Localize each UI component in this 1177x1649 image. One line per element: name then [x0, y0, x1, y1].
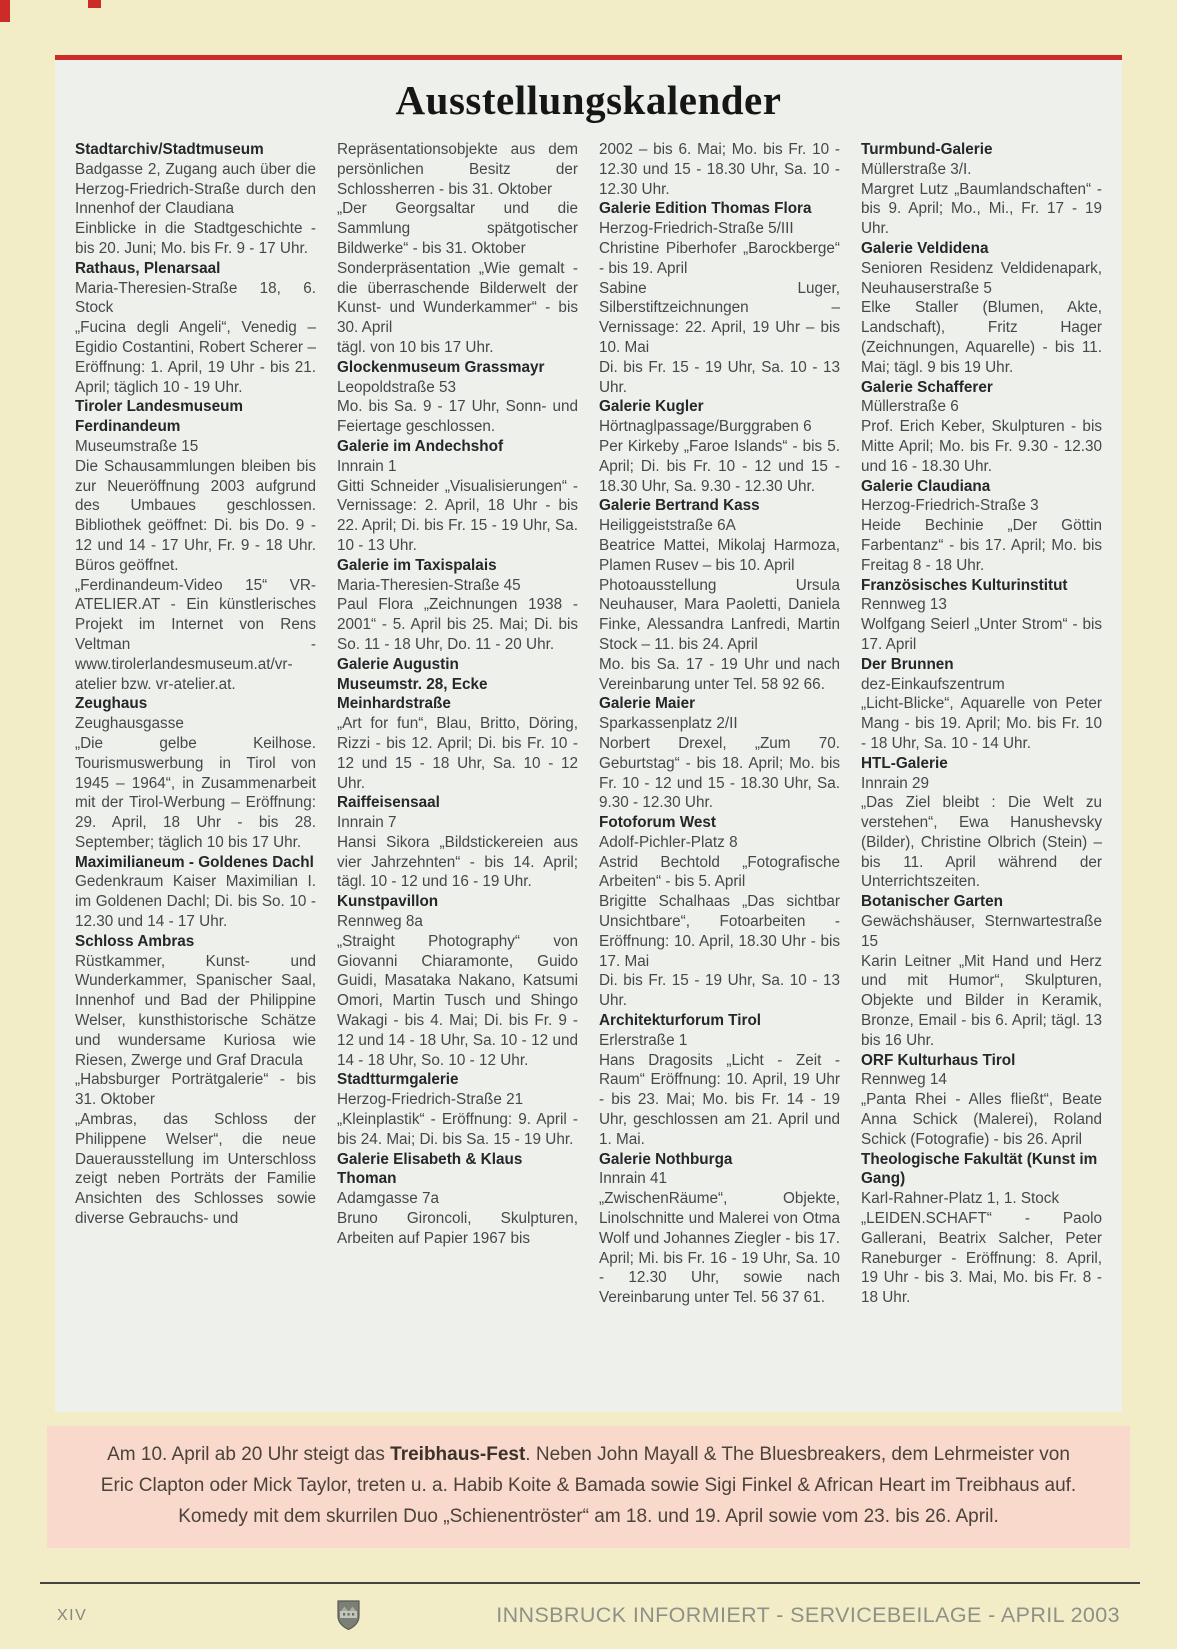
calendar-column-1	[75, 140, 316, 1378]
exhibition-detail-text: Sparkassenplatz 2/II	[599, 715, 738, 733]
exhibition-venue-heading: Theologische Fakultät (Kunst im Gang)	[861, 1150, 1098, 1188]
innsbruck-crest-icon	[337, 1600, 360, 1631]
exhibition-detail-text: Heide Bechinie „Der Göttin Farbentanz“ - bis 17. April; Mo. bis Freitag 8 - 18 Uhr.	[861, 517, 1102, 574]
exhibition-venue-heading: Galerie Schafferer	[861, 378, 993, 396]
exhibition-detail-text: „Der Georgsaltar und die Sammlung spätgotischer Bildwerke“ - bis 31. Oktober	[337, 200, 578, 257]
notice-paragraph	[93, 1440, 1084, 1532]
exhibition-detail-text: Per Kirkeby „Faroe Islands“ - bis 5. April; Di. bis Fr. 10 - 12 und 15 - 18.30 Uhr, Sa. 9.30 - 12.30 Uhr.	[599, 437, 840, 495]
exhibition-venue-heading: Kunstpavillon	[337, 893, 439, 911]
exhibition-venue-heading: Maximilianeum - Goldenes Dachl	[75, 853, 314, 871]
exhibition-detail-text: Leopoldstraße 53	[337, 378, 457, 396]
exhibition-detail-text: „Licht-Blicke“, Aquarelle von Peter Mang - bis 19. April; Mo. bis Fr. 10 - 18 Uhr, Sa. 10 - 14 Uhr.	[861, 695, 1102, 752]
print-registration-mark	[0, 0, 10, 22]
exhibition-detail-text: Rennweg 14	[861, 1071, 947, 1089]
exhibition-detail-text: Di. bis Fr. 15 - 19 Uhr, Sa. 10 - 13 Uhr.	[599, 972, 840, 1010]
exhibition-venue-heading: Fotoforum West	[599, 814, 716, 832]
exhibition-detail-text: Herzog-Friedrich-Straße 5/III	[599, 220, 794, 238]
exhibition-detail-text: Einblicke in die Stadtgeschichte - bis 20. Juni; Mo. bis Fr. 9 - 17 Uhr.	[75, 220, 316, 257]
exhibition-detail-text: Bruno Gironcoli, Skulpturen, Arbeiten auf Papier 1967 bis	[337, 1210, 578, 1247]
exhibition-venue-heading: Galerie Augustin	[337, 655, 459, 673]
exhibition-detail-text: „Kleinplastik“ - Eröffnung: 9. April - bis 24. Mai; Di. bis Sa. 15 - 19 Uhr.	[337, 1111, 578, 1148]
exhibition-detail-text: Zeughausgasse	[75, 715, 184, 733]
exhibition-detail-text: Hansi Sikora „Bildstickereien aus vier Jahrzehnten“ - bis 14. April; tägl. 10 - 12 und 16 - 19 Uhr.	[337, 833, 578, 891]
exhibition-detail-text: dez-Einkaufszentrum	[861, 675, 1005, 693]
exhibition-venue-heading: Galerie im Andechshof	[337, 437, 504, 455]
exhibition-detail-text: Mo. bis Sa. 9 - 17 Uhr, Sonn- und Feiertage geschlossen.	[337, 398, 578, 436]
exhibition-detail-text: Badgasse 2, Zugang auch über die Herzog-Friedrich-Straße durch den Innenhof der Claudiana	[75, 160, 316, 218]
exhibition-detail-text: „Fucina degli Angeli“, Venedig – Egidio Costantini, Robert Scherer – Eröffnung: 1. April, 19 Uhr - bis 21. April; täglich 10 - 19 Uhr.	[75, 319, 316, 396]
exhibition-detail-text: Sabine Luger, Silberstiftzeichnungen – Vernissage: 22. April, 19 Uhr – bis 10. Mai	[599, 279, 840, 356]
exhibition-calendar-panel	[55, 55, 1122, 1412]
exhibition-venue-heading: Stadtturmgalerie	[337, 1071, 459, 1089]
exhibition-detail-text: Die Schausammlungen bleiben bis zur Neueröffnung 2003 aufgrund des Umbaues geschlossen. Bibliothek geöffnet: Di. bis Do. 9 - 12 und 14 - 17 Uhr, Fr. 9 - 18 Uhr. Büros geöffnet.	[75, 457, 316, 574]
exhibition-detail-text: Hans Dragosits „Licht - Zeit - Raum“ Eröffnung: 10. April, 19 Uhr - bis 23. Mai; Mo. bis Fr. 14 - 19 Uhr, geschlossen am 21. April und 1. Mai.	[599, 1051, 840, 1148]
exhibition-detail-text: Prof. Erich Keber, Skulpturen - bis Mitte April; Mo. bis Fr. 9.30 - 12.30 und 16 - 18.30 Uhr.	[861, 418, 1102, 475]
exhibition-detail-text: „ZwischenRäume“, Objekte, Linolschnitte und Malerei von Otma Wolf und Johannes Ziegler - bis 17. April; Mi. bis Fr. 16 - 19 Uhr, Sa. 10 - 12.30 Uhr, sowie nach Vereinbarung unter Tel. 56 37 61.	[599, 1190, 840, 1307]
exhibition-detail-text: Mo. bis Sa. 17 - 19 Uhr und nach Vereinbarung unter Tel. 58 92 66.	[599, 655, 840, 693]
notice-text-pre: Am 10. April ab 20 Uhr steigt das	[107, 1444, 391, 1465]
exhibition-venue-heading: HTL-Galerie	[861, 754, 948, 772]
exhibition-detail-text: Müllerstraße 3/I.	[861, 160, 972, 178]
calendar-columns	[75, 140, 1102, 1378]
publication-title: INNSBRUCK INFORMIERT - SERVICEBEILAGE - APRIL 2003	[496, 1603, 1120, 1628]
exhibition-detail-text: Karin Leitner „Mit Hand und Herz und mit Humor“, Skulpturen, Objekte und Bilder in Keramik, Bronze, Email - bis 6. April; tägl. 13 bis 16 Uhr.	[861, 952, 1102, 1049]
exhibition-detail-text: Herzog-Friedrich-Straße 21	[337, 1091, 524, 1109]
treibhaus-fest-notice	[47, 1426, 1130, 1548]
exhibition-venue-heading: Botanischer Garten	[861, 893, 1003, 911]
calendar-column-4	[861, 140, 1102, 1378]
page-number: XIV	[57, 1606, 88, 1624]
exhibition-venue-heading: Der Brunnen	[861, 655, 954, 673]
exhibition-detail-text: Müllerstraße 6	[861, 398, 959, 416]
exhibition-detail-text: „Die gelbe Keilhose. Tourismuswerbung in Tirol von 1945 – 1964“, in Zusammenarbeit mit der Tirol-Werbung – Eröffnung: 29. April, 18 Uhr - bis 28. September; täglich 10 bis 17 Uhr.	[75, 734, 316, 851]
exhibition-detail-text: Sonderpräsentation „Wie gemalt - die überraschende Bilderwelt der Kunst- und Wunderkammer“ - bis 30. April	[337, 259, 578, 337]
exhibition-detail-text: „Straight Photography“ von Giovanni Chiaramonte, Guido Guidi, Masataka Nakano, Katsumi Omori, Martin Tusch und Shingo Wakagi - bis 4. Mai; Di. bis Fr. 9 - 12 und 14 - 18 Uhr, Sa. 10 - 12 und 14 - 18 Uhr, So. 10 - 12 Uhr.	[337, 932, 578, 1069]
exhibition-venue-heading: Galerie Maier	[599, 695, 696, 713]
page-footer	[0, 1582, 1177, 1631]
exhibition-venue-heading: Galerie Claudiana	[861, 477, 991, 495]
exhibition-detail-text: Repräsentationsobjekte aus dem persönlichen Besitz der Schlossherren - bis 31. Oktober	[337, 141, 578, 198]
exhibition-detail-text: Beatrice Mattei, Mikolaj Harmoza, Plamen Rusev – bis 10. April	[599, 536, 840, 574]
calendar-column-3	[599, 140, 840, 1378]
exhibition-venue-heading: Stadtarchiv/Stadtmuseum	[75, 141, 264, 158]
exhibition-detail-text: Christine Piberhofer „Barockberge“ - bis 19. April	[599, 239, 840, 277]
exhibition-detail-text: Gitti Schneider „Visualisierungen“ - Vernissage: 2. April, 18 Uhr - bis 22. April; Di. bis Fr. 15 - 19 Uhr, Sa. 10 - 13 Uhr.	[337, 477, 578, 554]
calendar-column-2	[337, 140, 578, 1378]
exhibition-detail-text: „Art for fun“, Blau, Britto, Döring, Rizzi - bis 12. April; Di. bis Fr. 10 - 12 und 15 - 18 Uhr, Sa. 10 - 12 Uhr.	[337, 715, 578, 792]
exhibition-detail-text: Rennweg 8a	[337, 913, 423, 931]
exhibition-detail-text: „Das Ziel bleibt : Die Welt zu verstehen“, Ewa Hanushevsky (Bilder), Christine Olbrich (Stein) – bis 11. April während der Unterrichtszeiten.	[861, 794, 1102, 891]
exhibition-detail-text: Gewächshäuser, Sternwartestraße 15	[861, 913, 1102, 950]
exhibition-detail-text: Heiliggeiststraße 6A	[599, 517, 736, 535]
exhibition-detail-text: Elke Staller (Blumen, Akte, Landschaft), Fritz Hager (Zeichnungen, Aquarelle) - bis 11. Mai; tägl. 9 bis 19 Uhr.	[861, 299, 1102, 376]
exhibition-venue-heading: Architekturforum Tirol	[599, 1012, 762, 1030]
exhibition-detail-text: Rüstkammer, Kunst- und Wunderkammer, Spanischer Saal, Innenhof und Bad der Philippine Welser, kunsthistorische Schätze und wundersame Kuriosa wie Riesen, Zwerge und Graf Dracula	[75, 952, 316, 1069]
exhibition-detail-text: Paul Flora „Zeichnungen 1938 - 2001“ - 5. April bis 25. Mai; Di. bis So. 11 - 18 Uhr, Do. 11 - 20 Uhr.	[337, 596, 578, 653]
exhibition-venue-heading: Rathaus, Plenarsaal	[75, 259, 221, 277]
exhibition-detail-text: Innrain 7	[337, 814, 397, 832]
page-title: Ausstellungskalender	[395, 77, 782, 123]
exhibition-venue-heading: Französisches Kulturinstitut	[861, 576, 1068, 594]
exhibition-detail-text: Innrain 29	[861, 774, 930, 792]
exhibition-venue-heading: Galerie Kugler	[599, 398, 704, 416]
exhibition-detail-text: „Habsburger Porträtgalerie“ - bis 31. Oktober	[75, 1071, 316, 1109]
exhibition-detail-text: Brigitte Schalhaas „Das sichtbar Unsichtbare“, Fotoarbeiten - Eröffnung: 10. April, 18.30 Uhr - bis 17. Mai	[599, 893, 840, 970]
exhibition-detail-text: Innrain 41	[599, 1170, 668, 1188]
print-registration-mark	[88, 0, 101, 8]
exhibition-detail-text: tägl. von 10 bis 17 Uhr.	[337, 338, 494, 356]
exhibition-venue-heading: Schloss Ambras	[75, 932, 195, 950]
notice-highlight: Treibhaus-Fest	[390, 1444, 526, 1465]
exhibition-detail-text: Photoausstellung Ursula Neuhauser, Mara Paoletti, Daniela Finke, Alessandra Lanfredi, Martin Stock – 11. bis 24. April	[599, 576, 840, 653]
exhibition-venue-heading: Turmbund-Galerie	[861, 141, 993, 158]
exhibition-venue-heading: Raiffeisensaal	[337, 794, 440, 812]
exhibition-detail-text: Karl-Rahner-Platz 1, 1. Stock	[861, 1190, 1060, 1208]
exhibition-detail-text: Innrain 1	[337, 457, 397, 475]
exhibition-detail-text: Herzog-Friedrich-Straße 3	[861, 497, 1039, 515]
footer-row	[0, 1584, 1177, 1631]
exhibition-venue-heading: Galerie Elisabeth & Klaus Thoman	[337, 1150, 523, 1188]
exhibition-detail-text: Erlerstraße 1	[599, 1031, 688, 1049]
exhibition-venue-heading: Museumstr. 28, Ecke Meinhardstraße	[337, 675, 488, 713]
exhibition-detail-text: Adolf-Pichler-Platz 8	[599, 833, 738, 851]
exhibition-detail-text: Senioren Residenz Veldidenapark, Neuhauserstraße 5	[861, 259, 1102, 297]
exhibition-venue-heading: Galerie im Taxispalais	[337, 556, 497, 574]
exhibition-detail-text: Astrid Bechtold „Fotografische Arbeiten“ - bis 5. April	[599, 853, 840, 891]
exhibition-detail-text: 2002 – bis 6. Mai; Mo. bis Fr. 10 - 12.30 und 15 - 18.30 Uhr, Sa. 10 - 12.30 Uhr.	[599, 141, 840, 198]
exhibition-detail-text: „Ferdinandeum-Video 15“ VR-ATELIER.AT - Ein künstlerisches Projekt im Internet von Rens Veltman - www.tirolerlandesmuseum.at/vr-atelier bzw. vr-atelier.at.	[75, 576, 316, 693]
exhibition-detail-text: Hörtnaglpassage/Burggraben 6	[599, 418, 812, 436]
exhibition-detail-text: „Panta Rhei - Alles fließt“, Beate Anna Schick (Malerei), Roland Schick (Fotografie) - bis 26. April	[861, 1091, 1102, 1148]
exhibition-venue-heading: Galerie Bertrand Kass	[599, 497, 760, 515]
exhibition-detail-text: Adamgasse 7a	[337, 1190, 440, 1208]
exhibition-venue-heading: Tiroler Landesmuseum Ferdinandeum	[75, 398, 244, 436]
exhibition-detail-text: Maria-Theresien-Straße 45	[337, 576, 521, 594]
exhibition-venue-heading: Galerie Veldidena	[861, 239, 989, 257]
exhibition-venue-heading: ORF Kulturhaus Tirol	[861, 1051, 1016, 1069]
exhibition-venue-heading: Galerie Edition Thomas Flora	[599, 200, 812, 218]
exhibition-detail-text: Gedenkraum Kaiser Maximilian I. im Goldenen Dachl; Di. bis So. 10 - 12.30 und 14 - 17 Uhr.	[75, 873, 316, 931]
exhibition-venue-heading: Zeughaus	[75, 695, 148, 713]
exhibition-detail-text: Maria-Theresien-Straße 18, 6. Stock	[75, 279, 316, 317]
exhibition-detail-text: Museumstraße 15	[75, 437, 199, 455]
exhibition-detail-text: Margret Lutz „Baumlandschaften“ - bis 9. April; Mo., Mi., Fr. 17 - 19 Uhr.	[861, 180, 1102, 238]
exhibition-detail-text: Di. bis Fr. 15 - 19 Uhr, Sa. 10 - 13 Uhr.	[599, 358, 840, 396]
exhibition-detail-text: „Ambras, das Schloss der Philippene Welser“, die neue Dauerausstellung im Unterschloss zeigt neben Porträts der Familie Ansichten des Schlosses sowie diverse Gebrauchs- und	[75, 1111, 316, 1228]
notice-text-post: . Neben John Mayall & The Bluesbreakers, dem Lehrmeister von Eric Clapton oder Mick Taylor, treten u. a. Habib Koite & Bamada sowie Sigi Finkel & African Heart im Treibhaus auf. Komedy mit dem skurrilen Duo „Schienentröster“ am 18. und 19. April sowie vom 23. bis 26. April.	[100, 1444, 1077, 1527]
exhibition-venue-heading: Glockenmuseum Grassmayr	[337, 358, 545, 376]
exhibition-venue-heading: Galerie Nothburga	[599, 1150, 733, 1168]
exhibition-detail-text: Wolfgang Seierl „Unter Strom“ - bis 17. April	[861, 616, 1102, 653]
exhibition-detail-text: „LEIDEN.SCHAFT“ - Paolo Gallerani, Beatrix Salcher, Peter Raneburger - Eröffnung: 8. April, 19 Uhr - bis 3. Mai, Mo. bis Fr. 8 - 18 Uhr.	[861, 1210, 1102, 1307]
exhibition-detail-text: Rennweg 13	[861, 596, 947, 614]
exhibition-detail-text: Norbert Drexel, „Zum 70. Geburtstag“ - bis 18. April; Mo. bis Fr. 10 - 12 und 15 - 18.30 Uhr, Sa. 9.30 - 12.30 Uhr.	[599, 734, 840, 812]
